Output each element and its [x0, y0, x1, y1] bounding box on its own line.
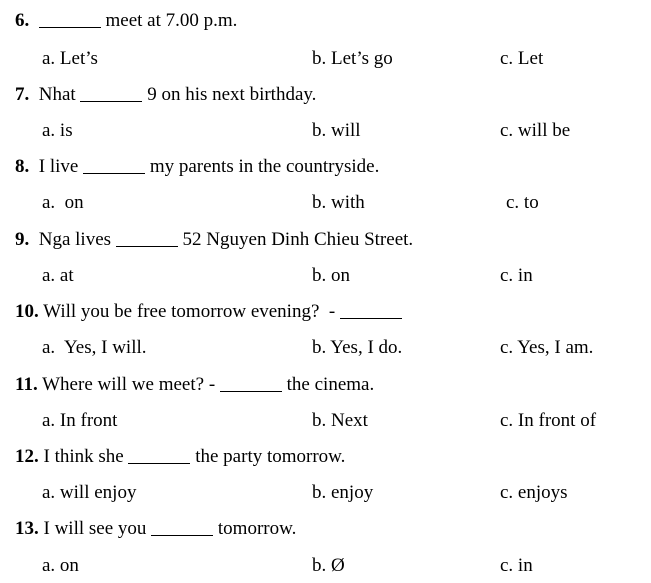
option-b: b. Yes, I do. — [312, 337, 403, 358]
option-b: b. enjoy — [312, 482, 374, 503]
option-a: a. will enjoy — [42, 482, 137, 503]
option-b: b. Let’s go — [312, 48, 393, 69]
answer-blank — [220, 390, 282, 392]
question-6 — [15, 10, 237, 32]
question-text-before: I live — [38, 156, 79, 177]
question-text-after: tomorrow. — [217, 518, 297, 539]
option-c: c. In front of — [500, 410, 597, 431]
question-text-before: Where will we meet? - — [42, 374, 216, 395]
question-text-before: Will you be free tomorrow evening? - — [43, 301, 336, 322]
option-a: a. on — [42, 555, 79, 576]
question-text-before: I will see you — [43, 518, 147, 539]
question-number: 10. — [15, 301, 39, 322]
question-text-after: the party tomorrow. — [195, 446, 346, 467]
question-text-before: Nhat — [38, 84, 76, 105]
option-c: c. enjoys — [500, 482, 568, 503]
question-number: 8. — [15, 156, 30, 177]
answer-blank — [39, 26, 101, 28]
question-text-after: my parents in the countryside. — [149, 156, 380, 177]
question-text-after: meet at 7.00 p.m. — [105, 10, 238, 31]
answer-blank — [80, 100, 142, 102]
question-10 — [15, 301, 402, 323]
answer-blank — [116, 245, 178, 247]
question-12 — [15, 446, 345, 468]
option-b: b. Next — [312, 410, 368, 431]
question-text-before: I think she — [43, 446, 124, 467]
option-a: a. on — [42, 192, 84, 213]
option-c: c. in — [500, 555, 533, 576]
option-a: a. Let’s — [42, 48, 98, 69]
question-number: 7. — [15, 84, 30, 105]
question-9 — [15, 229, 413, 251]
question-text-after: the cinema. — [286, 374, 375, 395]
option-b: b. on — [312, 265, 350, 286]
answer-blank — [151, 534, 213, 536]
question-11 — [15, 374, 374, 396]
option-a: a. is — [42, 120, 73, 141]
answer-blank — [128, 462, 190, 464]
option-c: c. in — [500, 265, 533, 286]
answer-blank — [83, 172, 145, 174]
question-number: 9. — [15, 229, 30, 250]
question-number: 12. — [15, 446, 39, 467]
option-c: c. Yes, I am. — [500, 337, 594, 358]
question-number: 11. — [15, 374, 38, 395]
option-c: c. Let — [500, 48, 544, 69]
question-text-after: 9 on his next birthday. — [147, 84, 317, 105]
option-a: a. Yes, I will. — [42, 337, 147, 358]
option-a: a. at — [42, 265, 74, 286]
question-text-before: Nga lives — [38, 229, 112, 250]
question-text-after: 52 Nguyen Dinh Chieu Street. — [182, 229, 414, 250]
question-8 — [15, 156, 379, 178]
option-b: b. Ø — [312, 555, 345, 576]
question-13 — [15, 518, 296, 540]
option-c: c. to — [506, 192, 539, 213]
question-number: 13. — [15, 518, 39, 539]
option-b: b. with — [312, 192, 365, 213]
question-number: 6. — [15, 10, 30, 31]
option-c: c. will be — [500, 120, 571, 141]
question-7 — [15, 84, 316, 106]
option-b: b. will — [312, 120, 361, 141]
option-a: a. In front — [42, 410, 118, 431]
answer-blank — [340, 317, 402, 319]
